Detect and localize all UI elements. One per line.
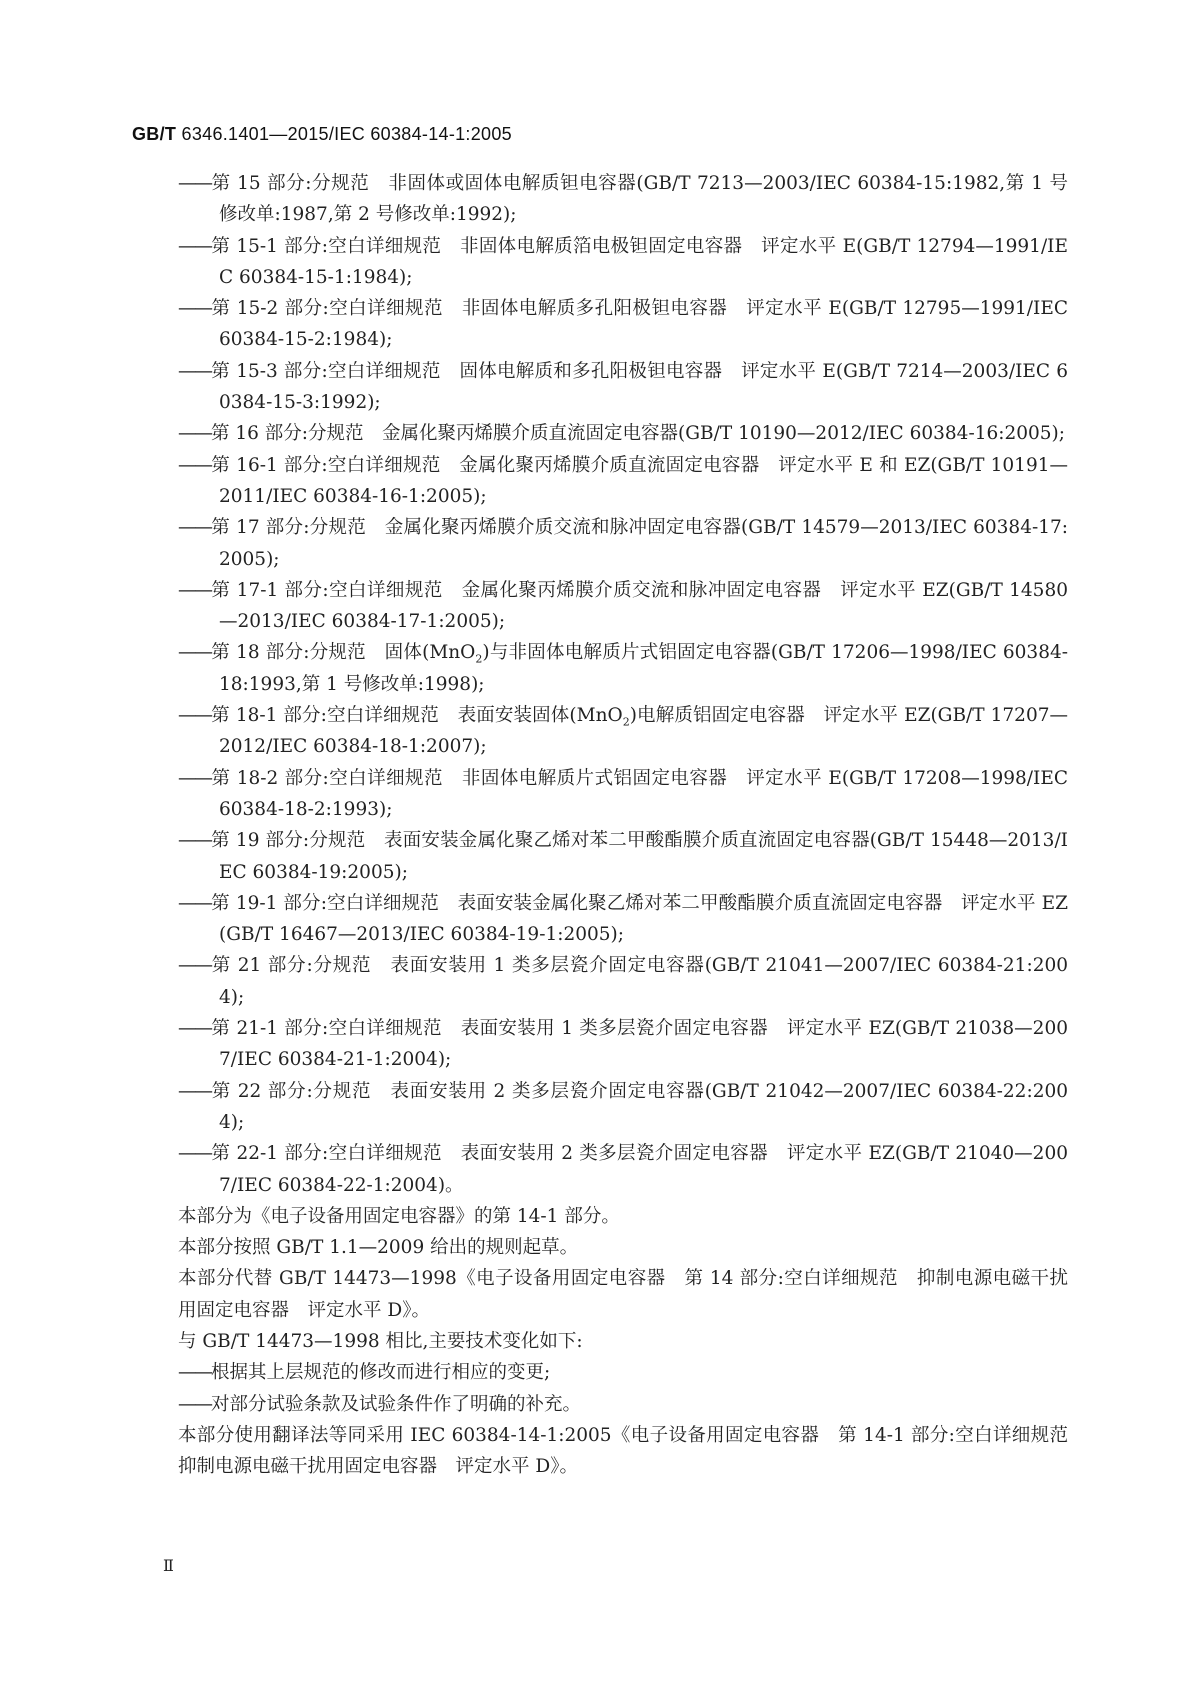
closing-paragraph: 本部分使用翻译法等同采用 IEC 60384-14-1:2005《电子设备用固定电容器 第 14-1 部分:空白详细规范 抑制电源电磁干扰用固定电容器 评定水平 D》。 [178,1424,1087,1478]
list-item [178,1138,1068,1201]
list-item-text: 第 21 部分:分规范 表面安装用 1 类多层瓷介固定电容器(GB/T 21041—2007/IEC 60384-21:2004); [211,955,1068,1008]
list-item-text: 第 22 部分:分规范 表面安装用 2 类多层瓷介固定电容器(GB/T 21042—2007/IEC 60384-22:2004); [211,1080,1068,1133]
list-item [178,825,1068,888]
change-item-text: 对部分试验条款及试验条件作了明确的补充。 [211,1393,582,1415]
dash-marker: —— [178,360,211,382]
list-item-text: 第 18-2 部分:空白详细规范 非固体电解质片式铝固定电容器 评定水平 E(GB/T 17208—1998/IEC 60384-18-2:1993); [211,767,1068,820]
list-item-text: )电解质铝固定电容器 评定水平 EZ(GB/T 17207—2012/IEC 60384-18-1:2007); [219,705,1068,758]
dash-marker: —— [178,173,211,194]
list-item [178,418,1068,449]
list-item-text: 第 16 部分:分规范 金属化聚丙烯膜介质直流固定电容器(GB/T 10190—2012/IEC 60384-16:2005); [211,423,1066,445]
dash-marker: —— [178,1143,211,1165]
list-item-text: 第 22-1 部分:空白详细规范 表面安装用 2 类多层瓷介固定电容器 评定水平 EZ(GB/T 21040—2007/IEC 60384-22-1:2004)。 [211,1143,1068,1196]
dash-marker: —— [178,298,211,320]
list-item [178,356,1068,419]
dash-marker: —— [178,1080,211,1102]
list-item-text: 第 19 部分:分规范 表面安装金属化聚乙烯对苯二甲酸酯膜介质直流固定电容器(GB/T 15448—2013/IEC 60384-19:2005); [211,830,1068,883]
dash-marker: —— [178,1393,211,1415]
paragraph: 与 GB/T 14473—1998 相比,主要技术变化如下: [178,1330,583,1352]
dash-marker: —— [178,642,211,664]
list-item-text: 第 15-1 部分:空白详细规范 非固体电解质箔电极钽固定电容器 评定水平 E(GB/T 12794—1991/IEC 60384-15-1:1984); [211,235,1068,288]
change-item-text: 根据其上层规范的修改而进行相应的变更; [211,1362,551,1384]
document-body [178,168,1087,1482]
dash-marker: —— [178,767,211,789]
list-item [178,763,1068,826]
list-item [178,450,1068,513]
list-item-text: 第 18 部分:分规范 固体(MnO [211,642,476,664]
dash-marker: —— [178,1018,211,1040]
list-item-text: 第 17-1 部分:空白详细规范 金属化聚丙烯膜介质交流和脉冲固定电容器 评定水平 EZ(GB/T 14580—2013/IEC 60384-17-1:2005); [211,579,1068,633]
dash-marker: —— [178,579,211,601]
list-item-text: 第 18-1 部分:空白详细规范 表面安装固体(MnO [211,705,623,727]
changes-list [178,1357,1068,1420]
list-item [178,168,1068,231]
dash-marker: —— [178,705,211,727]
list-item-text: 第 19-1 部分:空白详细规范 表面安装金属化聚乙烯对苯二甲酸酯膜介质直流固定电容器 评定水平 EZ(GB/T 16467—2013/IEC 60384-19-1:2005); [211,892,1068,946]
dash-marker: —— [178,830,211,852]
dash-marker: —— [178,423,211,445]
list-item-text: )与非固体电解质片式铝固定电容器(GB/T 17206—1998/IEC 60384-18:1993,第 1 号修改单:1998); [219,642,1068,695]
dash-marker: —— [178,235,211,257]
list-item-text: 第 16-1 部分:空白详细规范 金属化聚丙烯膜介质直流固定电容器 评定水平 E 和 EZ(GB/T 10191—2011/IEC 60384-16-1:2005); [211,454,1068,507]
dash-marker: —— [178,892,211,914]
dash-marker: —— [178,1362,211,1384]
list-item [178,512,1068,575]
paragraph: 本部分按照 GB/T 1.1—2009 给出的规则起草。 [178,1237,579,1259]
dash-marker: —— [178,955,211,977]
list-item-text: 第 15 部分:分规范 非固体或固体电解质钽电容器(GB/T 7213—2003/IEC 60384-15:1982,第 1 号修改单:1987,第 2 号修改单:1992); [211,173,1068,226]
dash-marker: —— [178,517,211,539]
list-item [178,888,1068,951]
list-item-text: 第 21-1 部分:空白详细规范 表面安装用 1 类多层瓷介固定电容器 评定水平 EZ(GB/T 21038—2007/IEC 60384-21-1:2004); [211,1018,1068,1071]
list-item [178,1013,1068,1076]
subscript: 2 [475,653,483,667]
list-item [178,231,1068,294]
change-item [178,1389,1068,1420]
dash-marker: —— [178,454,211,476]
standard-number: 6346.1401—2015/IEC 60384-14-1:2005 [181,124,512,144]
page-number: Ⅱ [163,1556,174,1575]
list-item [178,575,1068,638]
list-item [178,1076,1068,1139]
paragraphs [178,1201,1068,1357]
list-item [178,293,1068,356]
page-header [132,124,512,145]
list-item [178,637,1068,700]
list-item [178,700,1068,763]
standard-prefix: GB/T [132,124,177,144]
subscript: 2 [622,715,630,729]
list-item [178,950,1068,1013]
list-item-text: 第 17 部分:分规范 金属化聚丙烯膜介质交流和脉冲固定电容器(GB/T 14579—2013/IEC 60384-17:2005); [211,517,1068,570]
list-item-text: 第 15-2 部分:空白详细规范 非固体电解质多孔阳极钽电容器 评定水平 E(GB/T 12795—1991/IEC 60384-15-2:1984); [211,298,1068,351]
part-list [178,168,1068,1201]
list-item-text: 第 15-3 部分:空白详细规范 固体电解质和多孔阳极钽电容器 评定水平 E(GB/T 7214—2003/IEC 60384-15-3:1992); [211,360,1068,414]
paragraph: 本部分代替 GB/T 14473—1998《电子设备用固定电容器 第 14 部分:空白详细规范 抑制电源电磁干扰用固定电容器 评定水平 D》。 [178,1268,1068,1321]
paragraph: 本部分为《电子设备用固定电容器》的第 14-1 部分。 [178,1205,620,1227]
change-item [178,1357,1068,1388]
